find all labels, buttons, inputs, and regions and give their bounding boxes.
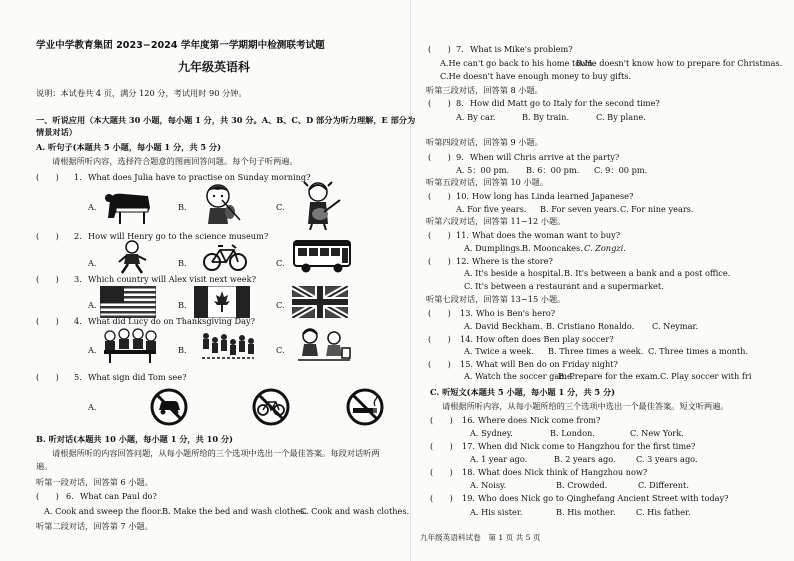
usa-flag-icon[interactable] [100, 286, 156, 318]
question-number-18: 18. [462, 467, 476, 477]
q11-option-b[interactable]: B. Mooncakes. [522, 243, 583, 253]
no-cars-sign-icon[interactable] [150, 388, 188, 426]
question-number-7: 7. [456, 44, 464, 54]
q9-option-b[interactable]: B. 6：00 pm. [526, 165, 580, 175]
q10-option-a[interactable]: A. For five years. [456, 204, 527, 214]
q13-option-a[interactable]: A. David Beckham. [464, 321, 543, 331]
answer-blank-17[interactable]: ( ) [430, 441, 453, 451]
q15-option-c[interactable]: C. Play soccer with fri [660, 371, 752, 381]
question-text-5: What sign did Tom see? [88, 372, 187, 382]
q1-option-c-label: C. [276, 202, 285, 212]
q3-option-a-label: A. [88, 300, 97, 310]
answer-blank-18[interactable]: ( ) [430, 467, 453, 477]
q4-option-c-label: C. [276, 345, 285, 355]
question-number-1: 1. [74, 172, 82, 182]
answer-blank-1[interactable]: ( ) [36, 172, 59, 182]
bus-icon[interactable] [292, 238, 352, 274]
question-number-11: 11. [456, 230, 470, 240]
question-text-17: When did Nick come to Hangzhou for the first time? [478, 441, 696, 451]
q4-option-b-label: B. [178, 345, 187, 355]
question-number-12: 12. [456, 256, 470, 266]
answer-blank-2[interactable]: ( ) [36, 231, 59, 241]
family-dinner-icon[interactable] [102, 328, 158, 364]
question-text-9: When will Chris arrive at the party? [470, 152, 620, 162]
q15-option-a[interactable]: A. Watch the soccer game. [464, 371, 575, 381]
answer-blank-10[interactable]: ( ) [428, 191, 451, 201]
answer-blank-5[interactable]: ( ) [36, 372, 59, 382]
answer-blank-7[interactable]: ( ) [428, 44, 451, 54]
guitar-player-icon[interactable] [298, 180, 342, 230]
section-b-title: B. 听对话(本题共 10 小题，每小题 1 分，共 10 分) [36, 434, 233, 444]
q14-option-a[interactable]: A. Twice a week. [464, 346, 534, 356]
dialog-5-label: 听第五段对话，回答第 10 小题。 [426, 177, 549, 187]
q19-option-b[interactable]: B. His mother. [556, 507, 616, 517]
q7-option-b[interactable]: B.He doesn't know how to prepare for Christmas. [576, 58, 783, 68]
question-number-2: 2. [74, 231, 82, 241]
q17-option-b[interactable]: B. 2 years ago. [554, 454, 616, 464]
no-bicycles-sign-icon[interactable] [252, 388, 290, 426]
dialog-7-label: 听第七段对话，回答第 13−15 小题。 [426, 294, 566, 304]
q11-option-a[interactable]: A. Dumplings. [464, 243, 523, 253]
question-number-10: 10. [456, 191, 470, 201]
answer-blank-4[interactable]: ( ) [36, 316, 59, 326]
question-text-1: What does Julia have to practise on Sunday morning? [88, 172, 311, 182]
section-c-instruction: 请根据所听内容，从每小题所给的三个选项中选出一个最佳答案。短文听两遍。 [442, 401, 729, 411]
q2-option-c-label: C. [276, 258, 285, 268]
q1-option-b-label: B. [178, 202, 187, 212]
q16-option-c[interactable]: C. New York. [630, 428, 684, 438]
q8-option-b[interactable]: B. By train. [522, 112, 570, 122]
q14-option-c[interactable]: C. Three times a month. [648, 346, 749, 356]
question-text-3: Which country will Alex visit next week? [88, 274, 256, 284]
question-text-12: Where is the store? [472, 256, 553, 266]
question-number-9: 9. [456, 152, 464, 162]
dialog-3-label: 听第三段对话，回答第 8 小题。 [426, 85, 543, 95]
question-text-18: What does Nick think of Hangzhou now? [478, 467, 648, 477]
q2-option-b-label: B. [178, 258, 187, 268]
q14-option-b[interactable]: B. Three times a week. [548, 346, 644, 356]
question-number-8: 8. [456, 98, 464, 108]
q4-option-a-label: A. [88, 345, 97, 355]
q3-option-b-label: B. [178, 300, 187, 310]
q8-option-a[interactable]: A. By car. [456, 112, 496, 122]
answer-blank-11[interactable]: ( ) [428, 230, 451, 240]
q17-option-a[interactable]: A. 1 year ago. [470, 454, 528, 464]
kids-playing-icon[interactable] [296, 326, 352, 364]
q7-option-a[interactable]: A.He can't go back to his home town. [440, 58, 596, 68]
q7-option-c[interactable]: C.He doesn't have enough money to buy gifts. [440, 71, 632, 81]
question-text-11: What does the woman want to buy? [472, 230, 621, 240]
q10-option-b[interactable]: B. For seven years. [540, 204, 620, 214]
question-number-14: 14. [460, 334, 474, 344]
question-number-3: 3. [74, 274, 82, 284]
bicycle-icon[interactable] [202, 242, 248, 272]
question-number-17: 17. [462, 441, 476, 451]
question-text-16: Where does Nick come from? [478, 415, 601, 425]
question-number-4: 4. [74, 316, 82, 326]
answer-blank-13[interactable]: ( ) [428, 308, 451, 318]
q18-option-b[interactable]: B. Crowded. [556, 480, 608, 490]
answer-blank-12[interactable]: ( ) [428, 256, 451, 266]
answer-blank-16[interactable]: ( ) [430, 415, 453, 425]
question-number-19: 19. [462, 493, 476, 503]
q12-option-c[interactable]: C. It's between a restaurant and a supermarket. [464, 281, 664, 291]
q19-option-c[interactable]: C. His father. [636, 507, 691, 517]
section-b-instruction: 请根据所听的内容回答问题，从每小题所给的三个选项中选出一个最佳答案。每段对话听两 [52, 448, 380, 458]
section-c-title: C. 听短文(本题共 5 小题，每小题 1 分，共 5 分) [430, 387, 616, 397]
q16-option-a[interactable]: A. Sydney. [470, 428, 513, 438]
question-text-10: How long has Linda learned Japanese? [472, 191, 634, 201]
exam-title: 学业中学教育集团 2023−2024 学年度第一学期期中检测联考试题 [36, 40, 325, 51]
section-b-instruction-cont: 遍。 [36, 461, 53, 471]
question-number-6: 6. [66, 491, 74, 501]
q19-option-a[interactable]: A. His sister. [470, 507, 523, 517]
q10-option-c[interactable]: C. For nine years. [620, 204, 694, 214]
q18-option-c[interactable]: C. Different. [638, 480, 689, 490]
answer-blank-9[interactable]: ( ) [428, 152, 451, 162]
question-text-13: Who is Ben's hero? [476, 308, 556, 318]
dialog-2-label: 听第二段对话，回答第 7 小题。 [36, 521, 153, 531]
q2-option-a-label: A. [88, 258, 97, 268]
q6-option-c[interactable]: C. Cook and wash clothes. [300, 506, 410, 516]
question-text-2: How will Henry go to the science museum? [88, 231, 269, 241]
q18-option-a[interactable]: A. Noisy. [470, 480, 507, 490]
piano-player-icon[interactable] [102, 186, 156, 226]
section-a-instruction: 请根据所听内容，选择符合题意的图画回答问题。每个句子听两遍。 [52, 156, 298, 166]
question-text-8: How did Matt go to Italy for the second time? [470, 98, 660, 108]
part1-heading: 一、听说应用（本大题共 30 小题，每小题 1 分，共 30 分。A、B、C、D 部分为听力理解，E 部分为 [36, 115, 416, 125]
uk-flag-icon[interactable] [292, 286, 348, 318]
part1-heading-cont: 情景对话） [36, 127, 77, 137]
parade-crowd-icon[interactable] [200, 328, 256, 364]
q15-option-b[interactable]: B. Prepare for the exam. [558, 371, 661, 381]
section-a-title: A. 听句子(本题共 5 小题，每小题 1 分，共 5 分) [36, 142, 221, 152]
q12-option-b[interactable]: B. It's between a bank and a post office. [564, 268, 731, 278]
question-number-13: 13. [460, 308, 474, 318]
q16-option-b[interactable]: B. London. [550, 428, 595, 438]
canada-flag-icon[interactable] [194, 286, 250, 318]
answer-blank-14[interactable]: ( ) [428, 334, 451, 344]
question-text-6: What can Paul do? [80, 491, 157, 501]
answer-blank-19[interactable]: ( ) [430, 493, 453, 503]
question-number-15: 15. [460, 359, 474, 369]
q9-option-c[interactable]: C. 9：00 pm. [594, 165, 648, 175]
subject-title: 九年级英语科 [178, 60, 251, 74]
q3-option-c-label: C. [276, 300, 285, 310]
exam-instructions: 说明：本试卷共 4 页，满分 120 分，考试用时 90 分钟。 [36, 88, 247, 98]
q6-option-a[interactable]: A. Cook and sweep the floor. [44, 506, 163, 516]
q12-option-a[interactable]: A. It's beside a hospital. [464, 268, 564, 278]
q6-option-b[interactable]: B. Make the bed and wash clothes. [162, 506, 308, 516]
page-footer: 九年级英语科试卷 第 1 页 共 5 页 [420, 533, 541, 542]
question-text-4: What did Lucy do on Thanksgiving Day? [88, 316, 256, 326]
answer-blank-3[interactable]: ( ) [36, 274, 59, 284]
q9-option-a[interactable]: A. 5：00 pm. [456, 165, 510, 175]
q5-option-a-label: A. [88, 402, 97, 412]
q13-option-b[interactable]: B. Cristiano Ronaldo. [546, 321, 635, 331]
q11-option-c[interactable]: C. Zongzi. [584, 243, 626, 253]
question-text-19: Who does Nick go to Qinghefang Ancient Street with today? [478, 493, 729, 503]
walking-person-icon[interactable] [116, 240, 150, 274]
q17-option-c[interactable]: C. 3 years ago. [636, 454, 698, 464]
dialog-4-label: 听第四段对话，回答第 9 小题。 [426, 137, 543, 147]
q1-option-a-label: A. [88, 202, 97, 212]
answer-blank-8[interactable]: ( ) [428, 98, 451, 108]
question-text-15: What will Ben do on Friday night? [476, 359, 618, 369]
question-number-5: 5. [74, 372, 82, 382]
violin-player-icon[interactable] [200, 182, 242, 228]
answer-blank-6[interactable]: ( ) [36, 491, 59, 501]
dialog-6-label: 听第六段对话，回答第 11−12 小题。 [426, 216, 566, 226]
dialog-1-label: 听第一段对话，回答第 6 小题。 [36, 477, 153, 487]
question-number-16: 16. [462, 415, 476, 425]
answer-blank-15[interactable]: ( ) [428, 359, 451, 369]
page-fold-divider [410, 0, 411, 561]
q8-option-c[interactable]: C. By plane. [596, 112, 646, 122]
no-smoking-sign-icon[interactable] [346, 388, 384, 426]
question-text-7: What is Mike's problem? [470, 44, 573, 54]
q13-option-c[interactable]: C. Neymar. [652, 321, 699, 331]
question-text-14: How often does Ben play soccer? [476, 334, 614, 344]
